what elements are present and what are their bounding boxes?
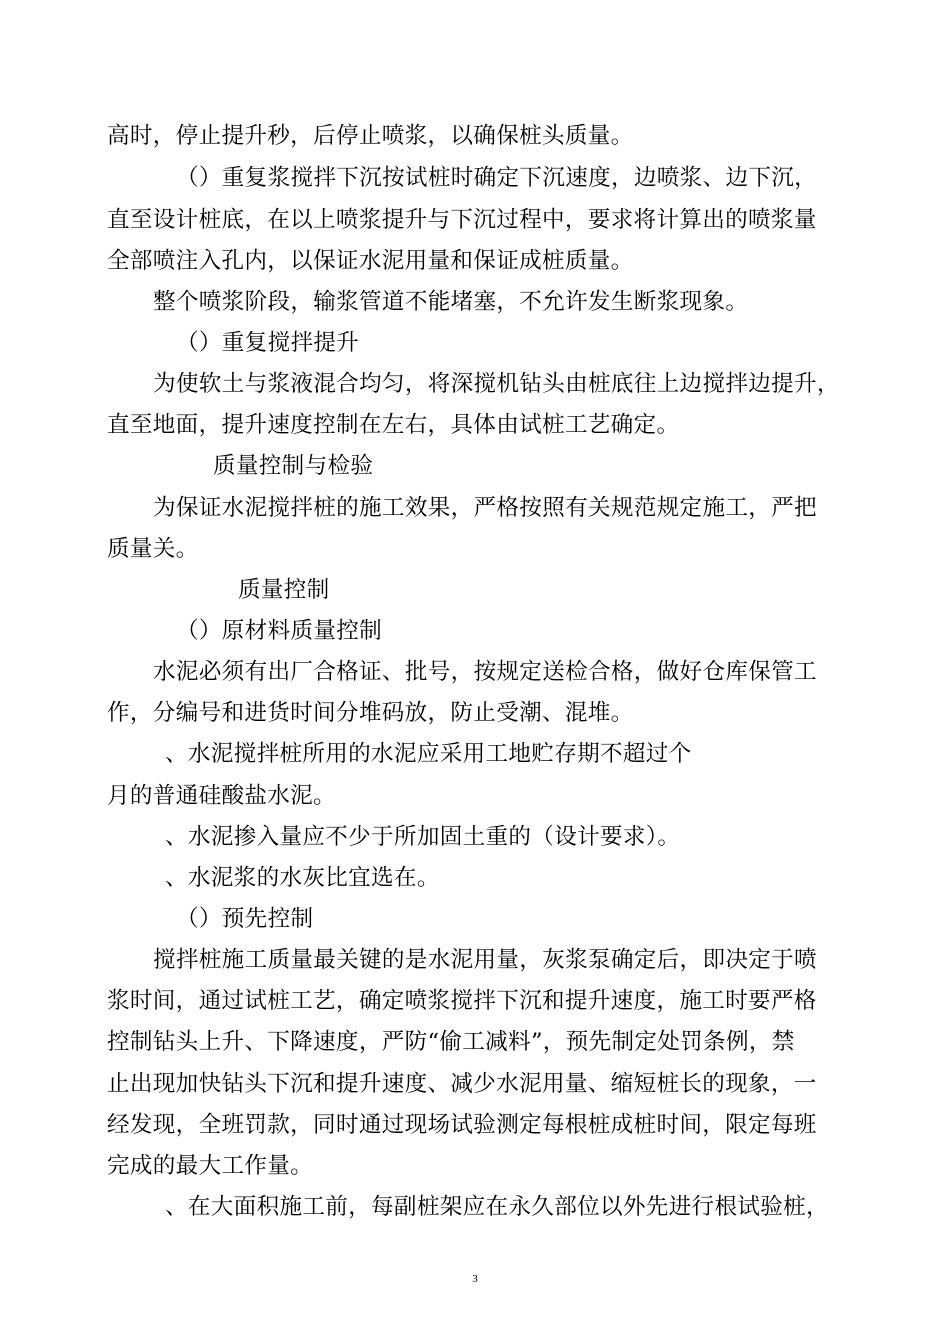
text-line: （）重复搅拌提升: [176, 330, 360, 356]
text-line: 经发现，全班罚款，同时通过现场试验测定每根桩成桩时间，限定每班: [107, 1112, 817, 1138]
section-heading: 质量控制与检验: [213, 453, 374, 479]
text-line: 高时，停止提升秒，后停止喷浆，以确保桩头质量。: [107, 123, 634, 149]
text-line: （）原材料质量控制: [176, 618, 383, 644]
text-line: 、在大面积施工前，每副桩架应在永久部位以外先进行根试验桩，: [165, 1194, 829, 1220]
text-line: 为保证水泥搅拌桩的施工效果，严格按照有关规范规定施工，严把: [153, 495, 817, 521]
text-line: 直至设计桩底，在以上喷浆提升与下沉过程中，要求将计算出的喷浆量: [107, 207, 817, 233]
subsection-heading: 质量控制: [238, 577, 330, 603]
page-number: 3: [472, 1273, 478, 1285]
text-line: 搅拌桩施工质量最关键的是水泥用量，灰浆泵确定后，即决定于喷: [153, 947, 817, 973]
text-line: 完成的最大工作量。: [107, 1153, 314, 1179]
text-line: 全部喷注入孔内，以保证水泥用量和保证成桩质量。: [107, 248, 634, 274]
text-line: （）重复浆搅拌下沉按试桩时确定下沉速度，边喷浆、边下沉，: [176, 165, 818, 191]
text-line: 质量关。: [107, 536, 199, 562]
text-line: 止出现加快钻头下沉和提升速度、减少水泥用量、缩短桩长的现象，一: [107, 1071, 817, 1097]
text-line: 月的普通硅酸盐水泥。: [107, 783, 336, 809]
text-line: 、水泥搅拌桩所用的水泥应采用工地贮存期不超过个: [165, 741, 692, 767]
text-line: 、水泥浆的水灰比宜选在。: [165, 865, 440, 891]
text-line: （）预先控制: [176, 906, 314, 932]
text-line: 整个喷浆阶段，输浆管道不能堵塞，不允许发生断浆现象。: [153, 289, 749, 315]
text-line: 、水泥掺入量应不少于所加固土重的（设计要求）。: [165, 824, 681, 850]
text-line: 直至地面，提升速度控制在左右，具体由试桩工艺确定。: [107, 412, 680, 438]
text-line: 浆时间，通过试桩工艺，确定喷浆搅拌下沉和提升速度，施工时要严格: [107, 988, 817, 1014]
text-line: 作，分编号和进货时间分堆码放，防止受潮、混堆。: [107, 700, 634, 726]
text-line: 为使软土与浆液混合均匀，将深搅机钻头由桩底往上边搅拌边提升，: [153, 371, 840, 397]
text-line: 水泥必须有出厂合格证、批号，按规定送检合格，做好仓库保管工: [153, 659, 817, 685]
text-line: 控制钻头上升、下降速度，严防“偷工减料”，预先制定处罚条例，禁: [107, 1029, 795, 1055]
